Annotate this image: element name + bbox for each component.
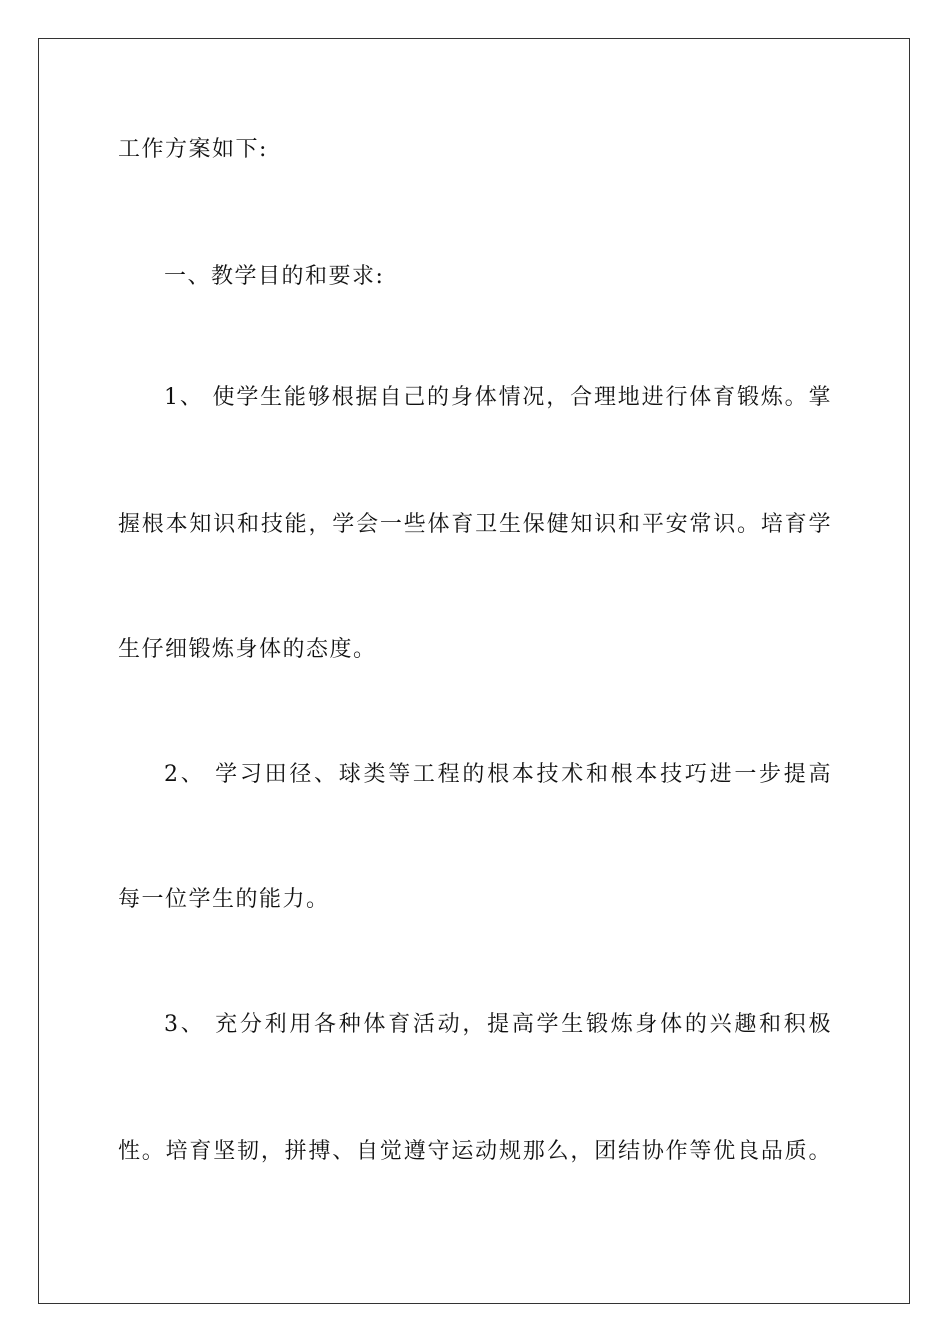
paragraph-2-line-2: 每一位学生的能力。 <box>118 887 330 912</box>
paragraph-1-line-1: 1、 使学生能够根据自己的身体情况，合理地进行体育锻炼。掌 <box>164 385 832 410</box>
intro-line: 工作方案如下: <box>118 137 268 162</box>
paragraph-3-line-1: 3、 充分利用各种体育活动，提高学生锻炼身体的兴趣和积极 <box>164 1012 832 1037</box>
page-border <box>38 38 910 1304</box>
paragraph-1-line-3: 生仔细锻炼身体的态度。 <box>118 637 377 662</box>
paragraph-1-line-2: 握根本知识和技能，学会一些体育卫生保健知识和平安常识。培育学 <box>118 512 832 537</box>
section-heading: 一、教学目的和要求: <box>164 264 385 289</box>
paragraph-2-line-1: 2、 学习田径、球类等工程的根本技术和根本技巧进一步提高 <box>164 762 832 787</box>
paragraph-3-line-2: 性。培育坚韧，拼搏、自觉遵守运动规那么，团结协作等优良品质。 <box>118 1139 832 1164</box>
